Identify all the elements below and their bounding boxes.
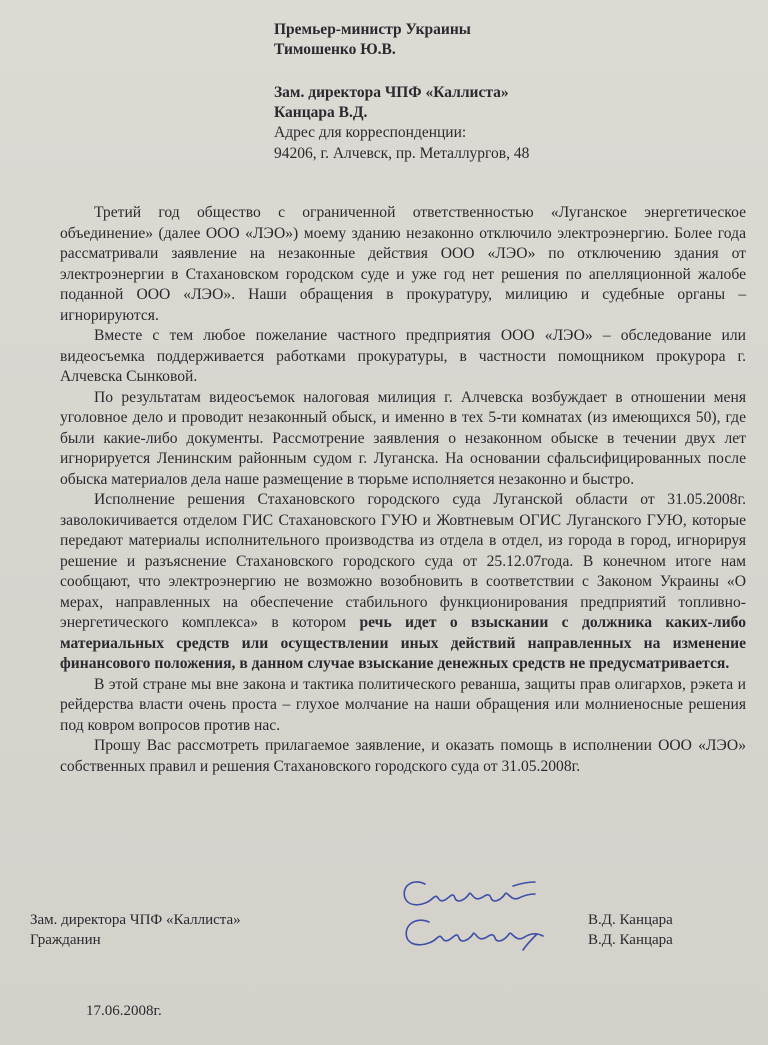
signature-stroke-2: [513, 882, 535, 886]
address-value: 94206, г. Алчевск, пр. Металлургов, 48: [274, 145, 530, 162]
signer-role-2: Гражданин: [30, 932, 101, 948]
paragraph-6: Прошу Вас рассмотреть прилагаемое заявление, и оказать помощь в исполнении ООО «ЛЭО» собственных правил и решения Стахановского городского суда от 31.05.2008г.: [60, 737, 746, 775]
paragraph-4-text: Исполнение решения Стахановского городского суда Луганской области от 31.05.2008г. заволокичивается отделом ГИС Стахановского ГУЮ и Жовтневым ОГИС Луганского ГУЮ, которые передают материалы исполнительного производства из отдела в отдел, из города в город, игнорируя решение и разъяснение Стахановского городского суда от 25.12.07года. В конечном итоге нам сообщают, что электроэнергию не возможно возобновить в соответствии с Законом Украины «О мерах, направленных на обеспечение стабильного функционирования предприятий топливно-энергетического комплекса» в котором: [60, 491, 746, 631]
letter-date: 17.06.2008г.: [86, 1003, 162, 1019]
recipient-title: Премьер-министр Украины: [274, 21, 471, 38]
recipient-name: Тимошенко Ю.В.: [274, 41, 396, 58]
address-label: Адрес для корреспонденции:: [274, 124, 467, 141]
paragraph-4: [60, 490, 746, 675]
paragraph-1: Третий год общество с ограниченной ответственностью «Луганское энергетическое объединение» (далее ООО «ЛЭО») моему зданию незаконно отключило электроэнергию. Более года рассматривали заявление на незаконные действия ООО «ЛЭО» по отключению здания от электроэнергии в Стахановском городском суде и уже год нет решения по апелляционной жалобе поданной ООО «ЛЭО». Наши обращения в прокуратуру, милицию и судебные органы – игнорируются.: [60, 204, 746, 324]
signer-name-2: В.Д. Канцара: [588, 932, 673, 948]
sender-title: Зам. директора ЧПФ «Каллиста»: [274, 84, 509, 101]
letter-body: [60, 203, 746, 777]
paragraph-4-bold-text: речь идет о взыскании с должника каких-либо материальных средств или осуществлении иных действий направленных на изменение финансового положения, в данном случае взыскание денежных средств не предусматривается.: [60, 614, 746, 672]
paragraph-3: По результатам видеосъемок налоговая милиция г. Алчевска возбуждает в отношении меня уголовное дело и проводит незаконный обыск, и именно в тех 5-ти комнатах (из имеющихся 50), где были какие-либо документы. Рассмотрение заявления о незаконном обыске в течении двух лет игнорируется Ленинским районным судом г. Луганска. На основании сфальсифицированных после обыска материалов дела наше размещение в тюрьме исполняется незаконно и быстро.: [60, 388, 746, 488]
signer-name-1: В.Д. Канцара: [588, 912, 673, 928]
signature-stroke-3: [406, 920, 543, 945]
handwritten-signature: [395, 870, 565, 960]
sender-name: Канцара В.Д.: [274, 104, 368, 121]
signer-role-1: Зам. директора ЧПФ «Каллиста»: [30, 912, 241, 928]
paragraph-5: В этой стране мы вне закона и тактика политического реванша, защиты прав олигархов, рэкета и рейдерства власти очень проста – глухое молчание на наши обращения или молниеносные решения под ковром вопросов против нас.: [60, 675, 746, 734]
paragraph-2: Вместе с тем любое пожелание частного предприятия ООО «ЛЭО» – обследование или видеосъемка поддерживается работками прокуратуры, в частности помощником прокурора г. Алчевска Сынковой.: [60, 327, 746, 385]
